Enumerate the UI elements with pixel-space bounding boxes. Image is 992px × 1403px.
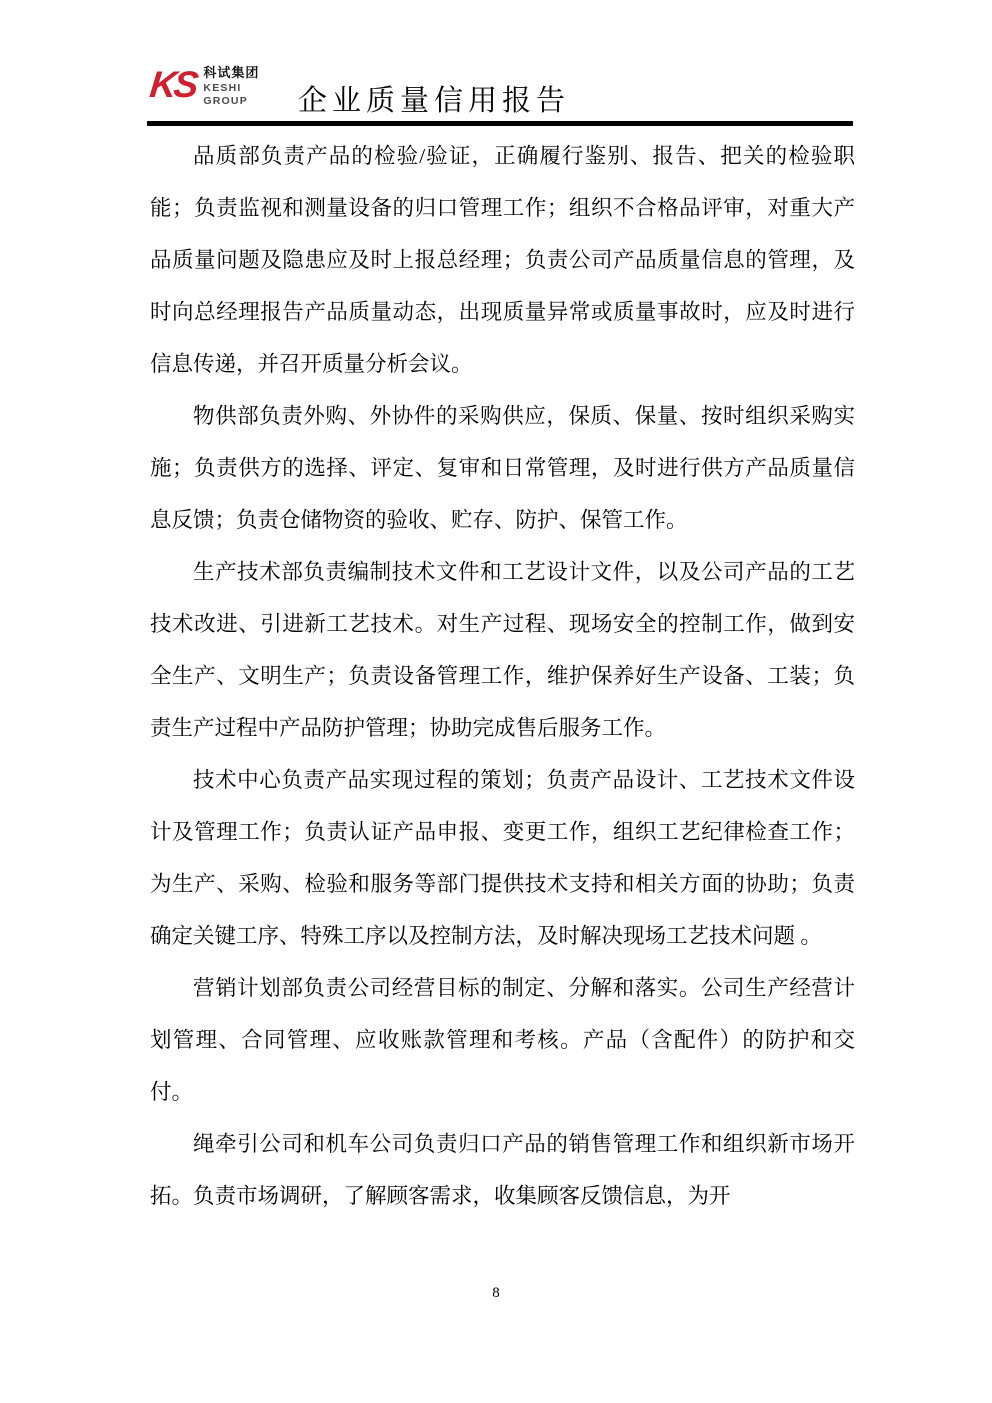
paragraph: 营销计划部负责公司经营目标的制定、分解和落实。公司生产经营计划管理、合同管理、应收账款管理和考核。产品（含配件）的防护和交付。 bbox=[150, 976, 855, 1104]
ks-logo-icon: KS bbox=[147, 64, 198, 105]
paragraph: 物供部负责外购、外协件的采购供应，保质、保量、按时组织采购实施；负责供方的选择、评定、复审和日常管理，及时进行供方产品质量信息反馈；负责仓储物资的验收、贮存、防护、保管工作。 bbox=[150, 404, 855, 532]
paragraph: 生产技术部负责编制技术文件和工艺设计文件，以及公司产品的工艺技术改进、引进新工艺技术。对生产过程、现场安全的控制工作，做到安全生产、文明生产；负责设备管理工作，维护保养好生产设备、工装；负责生产过程中产品防护管理；协助完成售后服务工作。 bbox=[150, 560, 855, 740]
document-body bbox=[150, 130, 855, 1222]
logo-english-name-line1: KESHI bbox=[203, 82, 242, 94]
paragraph: 技术中心负责产品实现过程的策划；负责产品设计、工艺技术文件设计及管理工作；负责认证产品申报、变更工作，组织工艺纪律检查工作；为生产、采购、检验和服务等部门提供技术支持和相关方面的协助；负责确定关键工序、特殊工序以及控制方法，及时解决现场工艺技术问题 。 bbox=[150, 768, 855, 948]
page-number: 8 bbox=[492, 1285, 500, 1301]
document-title: 企业质量信用报告 bbox=[298, 85, 571, 117]
paragraph: 品质部负责产品的检验/验证，正确履行鉴别、报告、把关的检验职能；负责监视和测量设备的归口管理工作；组织不合格品评审，对重大产品质量问题及隐患应及时上报总经理；负责公司产品质量信息的管理，及时向总经理报告产品质量动态，出现质量异常或质量事故时，应及时进行信息传递，并召开质量分析会议。 bbox=[150, 144, 855, 376]
logo-chinese-name: 科试集团 bbox=[203, 65, 260, 80]
header-divider bbox=[147, 121, 853, 126]
logo-text-block bbox=[203, 66, 259, 106]
paragraph: 绳牵引公司和机车公司负责归口产品的销售管理工作和组织新市场开拓。负责市场调研，了解顾客需求，收集顾客反馈信息，为开 bbox=[150, 1132, 855, 1208]
logo-english-name-line2: GROUP bbox=[203, 94, 248, 107]
page-header bbox=[0, 0, 992, 130]
company-logo bbox=[147, 64, 260, 107]
